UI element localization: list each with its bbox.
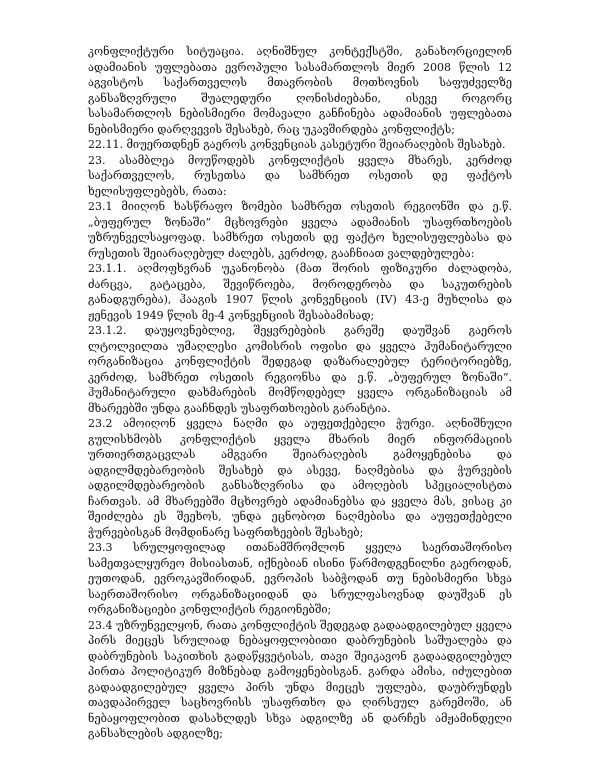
paragraph-23-1-1: 23.1.1. აღმოფხვრან უკანონობა (მათ შორის ფიზიკური ძალადობა, ძარცვა, გატაცება, შევიწროება, მოროდერობა და საკუთრების განადგურება), ჰააგის 1907 წლის კონვენციის (IV) 43-ე მუხლისა და ჟენევის 1949 წლის მე-4 კონვენციის შესაბამისად; [88,262,512,322]
paragraph-22-11: 22.11. მიუერთდნენ გაეროს კონვენციას კასეტური შეიარაღების შესახებ. [88,138,506,151]
paragraph-intro: კონფლიქტური სიტუაცია. აღნიშნულ კონტექსტში, განახორციელონ ადამიანის უფლებათა ევროპული სასამართლოს მიერ 2008 წლის 12 აგვისტოს საქართველოს მთავრობის მოთხოვნის საფუძველზე განსაზღვრული შუალედური ღონისძიებანი, ისევე როგორც სასამართლოს ნებისმიერი მომავალი განჩინება ადამიანის უფლებათა ნებისმიერი დარღვევის შესახებ, რაც უკავშირდება კონფლიქტს; [88,45,512,136]
paragraph-23-3: 23.3 სრულყოფილად ითანამშრომლონ ყველა საერთაშორისო სამეთვალყურეო მისიასთან, იქნებიან ისინი წარმოდგენილნი გაეროდან, ეუთოდან, ევროკავშირიდან, ევროპის საბჭოდან თუ ნებისმიერი სხვა საერთაშორისო ორგანიზაციიდან და სრულფასოვნად დაუშვან ეს ორგანიზაციები კონფლიქტის რეგიონებში; [88,541,512,616]
paragraph-23-1: 23.1 მიიღონ ხასწრაფო ზომები სამხრეთ ოსეთის რეგიონში და ე.წ. „ბუფერულ ზონაში” მცხოვრები ყველა ადამიანის უსაფრთხოების უზრუნველსაყოფად. სამხრეთ ოსეთის დე ფაქტო ხელისუფლებასა და რუსეთის შეიარაღებულ ძალებს, კერძოდ, გააჩნიათ ვალდებულება: [88,200,512,260]
paragraph-23-2: 23.2 ამოიღონ ყველა ნაღმი და აუფეთქებელი ჭურვი. აღნიშნული გულისხმობს კონფლიქტის ყველა მხარის მიერ ინფორმაციის ურთიერთგაცვლას ამგვარი შეიარაღების გამოყენებისა და ადგილმდებარეობის შესახებ და ასევე, ნაღმებისა და ჭურვების ადგილმდებარეობის განსაზღვრისა და ამოღების სპეციალისტთა ჩართვას. ამ მხარეებში მცხოვრებ ადამიანებსა და ყველა მას, ვისაც კი შეიძლება ეს შეეხოს, უნდა ეცნობოთ ნაღმებისა და აუფეთქებელი ჭურვებისგან მომდინარე საფრთხეების შესახებ; [88,417,512,539]
paragraph-23: 23. ასამბლეა მოუწოდებს კონფლიქტის ყველა მხარეს, კერძოდ საქართველოს, რუსეთსა და სამხრეთ ოსეთის დე ფაქტოს ხელისუფლებებს, რათა: [88,153,512,198]
paragraph-23-4: 23.4 უზრუნველყონ, რათა კონფლიქტის შედეგად გადაადგილებულ ყველა პირს მიეცეს სრულიად ნებაყოფლობითი დაბრუნების საშუალება და დაბრუნების საკითხის გადაწყვეტისას, თავი შეიკავონ გადაადგილებულ პირთა პოლიტიკურ მიზნებად გამოყენებისგან. გარდა ამისა, იძულებით გადაადგილებულ ყველა პირს უნდა მიეცეს უფლება, დაუბრუნდეს თავდაპირველ საცხოვრისს უსაფრთხო და ღირსეულ გარემოში, ან ნებაყოფლობით დასახლდეს სხვა ადგილზე ან დარჩეს ამჟამინდელი განსახლების ადგილზე; [88,618,512,740]
paragraph-23-1-2: 23.1.2. დაუყოვნებლივ, შეყვრებების გარეშე დაუშვან გაეროს ლტოლვილთა უმაღლესი კომისრის ოფისი და ყველა ჰუმანიტარული ორგანიზაცია კონფლიქტის შედეგად დაზარალებულ ტერიტორიებზე, კერძოდ, სამხრეთ ოსეთის რეგიონსა და ე.წ. „ბუფერულ ზონაში”. ჰუმანიტარული დახმარების მომწოდებელ ყველა ორგანიზაციას ამ მხარეებში უნდა გააჩნდეს უსაფრთხოების გარანტია. [88,324,512,415]
document-page [88,44,512,742]
